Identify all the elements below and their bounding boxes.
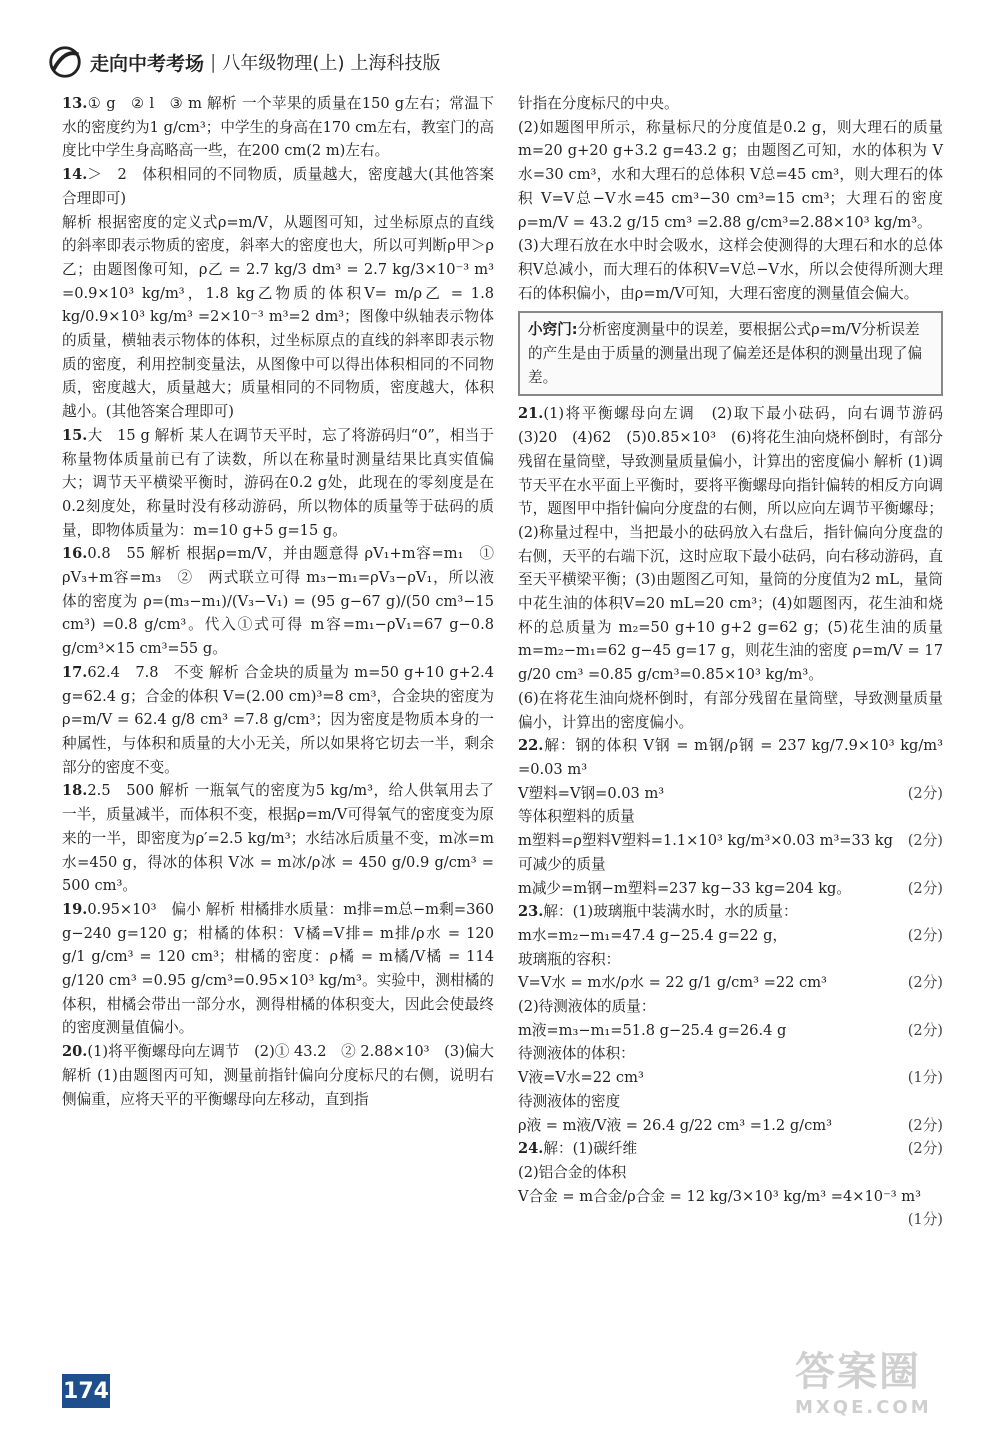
answer-line xyxy=(518,1019,943,1043)
answer-line xyxy=(62,1040,494,1111)
answer-line xyxy=(518,92,943,116)
answer-line xyxy=(518,877,943,901)
answer-text: (2)待测液体的质量： xyxy=(518,998,656,1016)
score-label: (1分) xyxy=(907,1211,943,1229)
question-number: 22. xyxy=(518,737,544,755)
score-label: (2分) xyxy=(907,1021,943,1039)
answer-line xyxy=(518,1066,943,1090)
answer-text: (1)将平衡螺母向左调节 (2)① 43.2 ② 2.88×10³ (3)偏大 解析 (1)由题图丙可知，测量前指针偏向分度标尺的右侧，说明右侧偏重，应将天平的平衡螺母向左移动，直到指 xyxy=(62,1043,494,1108)
answer-text: 大 15 g 解析 某人在调节天平时，忘了将游码归“0”，相当于称量物体质量前已有了读数，所以在称量时测量结果比真实值偏大；调节天平横梁平衡时，游码在0.2 g处，此现在的零刻度是在0.2刻度处，称量时没有移动游码，所以物体的质量等于砝码的质量，即物体质量为：m=10 g+5 g=15 g。 xyxy=(62,426,494,539)
answer-line xyxy=(62,898,494,1040)
left-column xyxy=(62,92,509,1111)
publisher: 上海科技版 xyxy=(350,53,441,74)
question-number: 15. xyxy=(62,426,88,444)
answer-text: ① g ② l ③ m 解析 一个苹果的质量在150 g左右；常温下水的密度约为1 g/cm³；中学生的身高在170 cm左右，教室门的高度比中学生身高略高一些，在200 cm(2 m)左右。 xyxy=(62,95,494,160)
answer-line xyxy=(518,687,943,734)
answer-line xyxy=(518,900,943,924)
answer-line xyxy=(518,734,943,781)
question-number: 14. xyxy=(62,166,88,184)
answer-line xyxy=(518,782,943,806)
answer-text: m塑料=ρ塑料V塑料=1.1×10³ kg/m³×0.03 m³=33 kg xyxy=(518,832,893,850)
answer-text: V=V水 = m水/ρ水 = 22 g/1 g/cm³ =22 cm³ xyxy=(518,974,827,992)
answer-line xyxy=(518,402,958,686)
answer-text: 解：(1)碳纤维 xyxy=(543,1140,638,1158)
answer-line xyxy=(518,1042,943,1066)
answer-line xyxy=(518,805,943,829)
answer-text: m水=m₂−m₁=47.4 g−25.4 g=22 g， xyxy=(518,926,788,944)
answer-line xyxy=(518,829,943,853)
question-number: 24. xyxy=(518,1140,544,1158)
answer-text: (2)如题图甲所示，称量标尺的分度值是0.2 g，则大理石的质量 m=20 g+20 g+3.2 g=43.2 g；由题图乙可知，水的体积为 V水=30 cm³，水和大理石的总体积 V总=45 cm³，则大理石的体积 V=V总−V水=45 cm³−30 cm³=15 cm³；大理石的密度 ρ=m/V = 43.2 g/15 cm³ =2.88 g/cm³=2.88×10³ kg/m³。 xyxy=(518,118,943,231)
answer-text: ＞ 2 体积相同的不同物质，质量越大，密度越大(其他答案合理即可) xyxy=(62,166,494,207)
question-number: 19. xyxy=(62,900,88,918)
score-label: (2分) xyxy=(907,784,943,802)
answer-text: m液=m₃−m₁=51.8 g−25.4 g=26.4 g xyxy=(518,1021,787,1039)
score-label: (2分) xyxy=(907,832,943,850)
answer-text: 可减少的质量 xyxy=(518,855,606,873)
question-number: 18. xyxy=(62,782,88,800)
score-label: (1分) xyxy=(907,1069,943,1087)
tip-box xyxy=(518,311,943,396)
answer-line xyxy=(518,948,943,972)
answer-text: 0.95×10³ 偏小 解析 柑橘排水质量：m排=m总−m剩=360 g−240 g=120 g；柑橘的体积：V橘=V排= m排/ρ水 = 120 g/1 g/cm³ = 120 cm³；柑橘的密度：ρ橘 = m橘/V橘 = 114 g/120 cm³ =0.95 g/cm³=0.95×10³ kg/m³。实验中，测柑橘的体积，柑橘会带出一部分水，测得柑橘的体积变大，因此会使最终的密度测量值偏小。 xyxy=(62,900,494,1037)
answer-text: 待测液体的密度 xyxy=(518,1092,621,1110)
answer-text: 0.8 55 解析 根据ρ=m/V，并由题意得 ρV₁+m容=m₁ ① ρV₃+m容=m₃ ② 两式联立可得 m₃−m₁=ρV₃−ρV₁，所以液体的密度为 ρ=(m₃−m₁)/(V₃−V₁) = (95 g−67 g)/(50 cm³−15 cm³) =0.8 g/cm³。代入①式可得 m容=m₁−ρV₁=67 g−0.8 g/cm³×15 cm³=55 g。 xyxy=(62,545,509,658)
answer-line xyxy=(518,1137,943,1161)
answer-line xyxy=(518,1185,943,1229)
answer-line xyxy=(518,1161,943,1185)
watermark-logo: 答案圈 MXQE.COM xyxy=(795,1349,932,1418)
answer-line xyxy=(62,211,494,424)
answer-text: 解析 根据密度的定义式ρ=m/V，从题图可知，过坐标原点的直线的斜率即表示物质的密度，斜率大的密度也大，所以可判断ρ甲＞ρ乙；由题图像可知，ρ乙 = 2.7 kg/3 dm³ = 2.7 kg/3×10⁻³ m³ =0.9×10³ kg/m³，1.8 kg乙物质的体积V= m/ρ乙 = 1.8 kg/0.9×10³ kg/m³ =2×10⁻³ m³=2 dm³；图像中纵轴表示物体的质量，横轴表示物体的体积，过坐标原点的直线的斜率即表示物质的密度，利用控制变量法，从图像中可以得出体积相同的不同物质，密度越大，质量越大；质量相同的不同物质，密度越大，体积越小。(其他答案合理即可) xyxy=(62,213,494,421)
score-label: (2分) xyxy=(907,974,943,992)
page-header xyxy=(46,40,440,84)
answer-line xyxy=(518,1090,943,1114)
answer-line xyxy=(518,971,943,995)
answer-text: 等体积塑料的质量 xyxy=(518,808,635,826)
question-number: 17. xyxy=(62,663,88,681)
answer-text: (1)将平衡螺母向左调 (2)取下最小砝码，向右调节游码 (3)20 (4)62 (5)0.85×10³ (6)将花生油向烧杯倒时，有部分残留在量筒壁，导致测量质量偏小，计算出的密度偏小 解析 (1)调节天平在水平面上平衡时，要将平衡螺母向指针偏转的相反方向调节，题图甲中指针偏向分度盘的右侧，所以应向左调节平衡螺母；(2)称量过程中，当把最小的砝码放入右盘后，指针偏向分度盘的右侧，天平的右端下沉，这时应取下最小砝码，向右移动游码，直至天平横梁平衡；(3)由题图乙可知，量筒的分度值为2 mL，量筒中花生油的体积V=20 mL=20 cm³；(4)如题图丙，花生油和烧杯的总质量为 m₂=50 g+10 g+2 g=62 g；(5)花生油的质量 m=m₂−m₁=62 g−45 g=17 g，则花生油的密度 ρ=m/V = 17 g/20 cm³ =0.85 g/cm³=0.85×10³ kg/m³。 xyxy=(518,405,958,684)
brand-title: 走向中考考场 xyxy=(90,52,205,75)
question-number: 21. xyxy=(518,405,544,423)
answer-line xyxy=(518,116,943,235)
answer-text: 针指在分度标尺的中央。 xyxy=(518,95,679,112)
answer-text: (2)铝合金的体积 xyxy=(518,1163,627,1181)
answer-line xyxy=(518,995,943,1019)
question-number: 13. xyxy=(62,95,88,112)
score-label: (2分) xyxy=(907,926,943,944)
answer-line xyxy=(518,234,943,305)
tip-text: 分析密度测量中的误差，要根据公式ρ=m/V分析误差的产生是由于质量的测量出现了偏差还是体积的测量出现了偏差。 xyxy=(528,321,923,386)
answer-text: 玻璃瓶的容积： xyxy=(518,950,621,968)
score-label: (2分) xyxy=(907,1140,943,1158)
answer-line xyxy=(62,92,494,163)
answer-line xyxy=(62,661,494,780)
question-number: 16. xyxy=(62,545,88,563)
answer-text: 待测液体的体积： xyxy=(518,1045,635,1063)
answer-text: ρ液 = m液/V液 = 26.4 g/22 cm³ =1.2 g/cm³ xyxy=(518,1116,832,1134)
score-label: (2分) xyxy=(907,879,943,897)
book-logo-icon xyxy=(46,43,84,81)
answer-text: V液=V水=22 cm³ xyxy=(518,1069,644,1087)
answer-text: (6)在将花生油向烧杯倒时，有部分残留在量筒壁，导致测量质量偏小，计算出的密度偏小。 xyxy=(518,689,943,731)
question-number: 20. xyxy=(62,1043,88,1061)
answer-text: 解：(1)玻璃瓶中装满水时，水的质量： xyxy=(543,903,798,921)
answer-line xyxy=(518,853,943,877)
tip-label: 小窍门: xyxy=(528,321,578,339)
answer-line xyxy=(62,542,509,661)
answer-text: 解：钢的体积 V钢 = m钢/ρ钢 = 237 kg/7.9×10³ kg/m³ =0.03 m³ xyxy=(518,737,943,778)
question-number: 23. xyxy=(518,903,544,921)
answer-text: (3)大理石放在水中时会吸水，这样会使测得的大理石和水的总体积V总减小，而大理石的体积V=V总−V水，所以会使得所测大理石的体积偏小，由ρ=m/V可知，大理石密度的测量值会偏大。 xyxy=(518,237,943,302)
answer-text: 62.4 7.8 不变 解析 合金块的质量为 m=50 g+10 g+2.4 g=62.4 g；合金的体积 V=(2.00 cm)³=8 cm³，合金块的密度为 ρ=m/V = 62.4 g/8 cm³ =7.8 g/cm³；因为密度是物质本身的一种属性，与体积和质量的大小无关，所以如果将它切去一半，剩余部分的密度不变。 xyxy=(62,663,494,776)
answer-line xyxy=(518,924,943,948)
answer-text: V合金 = m合金/ρ合金 = 12 kg/3×10³ kg/m³ =4×10⁻³ m³ xyxy=(518,1187,921,1205)
page-number: 174 xyxy=(62,1374,110,1408)
answer-text: 2.5 500 解析 一瓶氧气的密度为5 kg/m³，给人供氧用去了一半，质量减半，而体积不变，根据ρ=m/V可得氧气的密度变为原来的一半，即密度为ρ′=2.5 kg/m³；水结冰后质量不变，m冰=m水=450 g，得冰的体积 V冰 = m冰/ρ冰 = 450 g/0.9 g/cm³ = 500 cm³。 xyxy=(62,782,494,895)
header-separator: | xyxy=(210,51,217,73)
score-label: (2分) xyxy=(907,1116,943,1134)
answer-text: V塑料=V钢=0.03 m³ xyxy=(518,784,665,802)
answer-line xyxy=(62,163,494,210)
answer-text: m减少=m钢−m塑料=237 kg−33 kg=204 kg。 xyxy=(518,879,851,897)
answer-line xyxy=(62,779,494,898)
answer-line xyxy=(62,424,494,543)
answer-line xyxy=(518,1114,943,1138)
book-title: 八年级物理(上) xyxy=(222,53,345,74)
right-column xyxy=(518,92,958,1232)
